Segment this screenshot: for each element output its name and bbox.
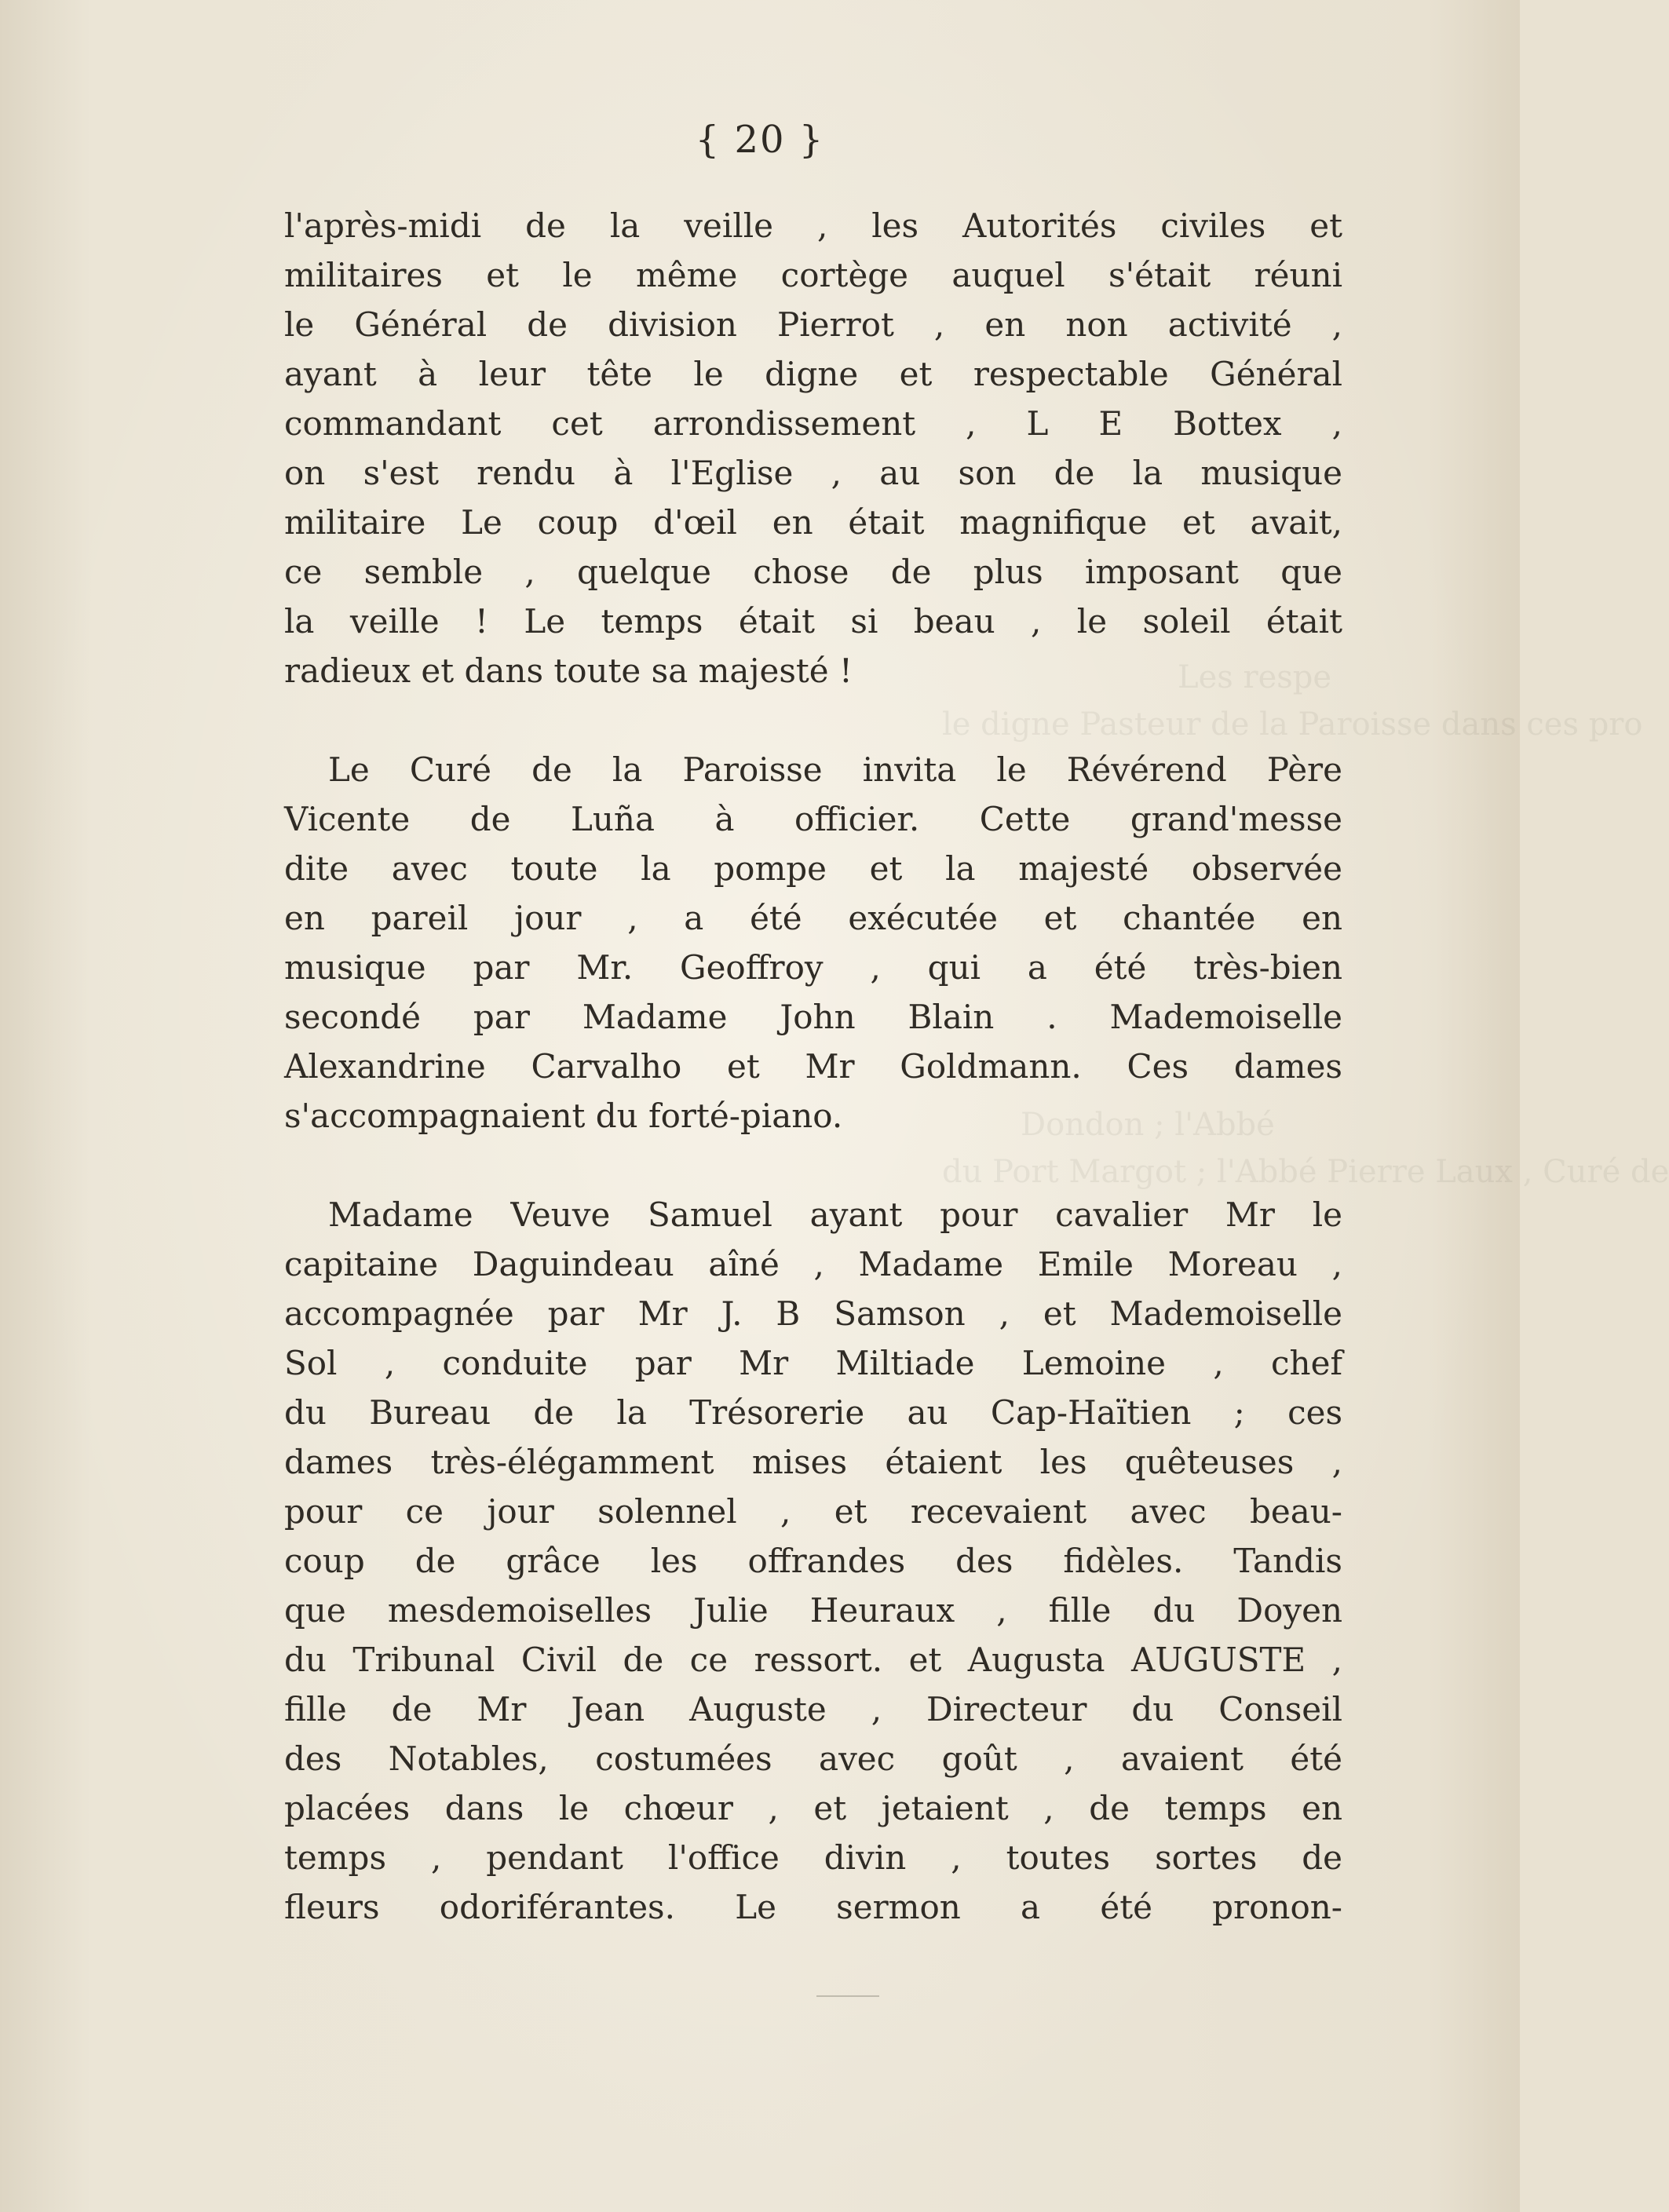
text-line: Sol , conduite par Mr Miltiade Lemoine , chef — [284, 1344, 1342, 1382]
text-line: pour ce jour solennel , et recevaient avec beau- — [284, 1492, 1342, 1531]
text-line: secondé par Madame John Blain . Mademoiselle — [284, 998, 1342, 1036]
show-through-text: du Port Margot ; l'Abbé Pierre Laux , Curé de — [942, 1154, 1669, 1190]
paragraph-gap — [284, 1141, 1342, 1190]
text-line: des Notables, costumées avec goût , avaient été — [284, 1739, 1342, 1778]
text-line: coup de grâce les offrandes des fidèles. Tandis — [284, 1542, 1342, 1580]
text-line: capitaine Daguindeau aîné , Madame Emile Moreau , — [284, 1245, 1342, 1283]
text-line: accompagnée par Mr J. B Samson , et Mademoiselle — [284, 1294, 1342, 1333]
text-line: Le Curé de la Paroisse invita le Révérend Père — [328, 750, 1342, 789]
text-line: s'accompagnaient du forté-piano. — [284, 1097, 843, 1135]
text-line: ce semble , quelque chose de plus imposant que — [284, 553, 1342, 591]
text-line: fille de Mr Jean Auguste , Directeur du Conseil — [284, 1690, 1342, 1728]
paragraph-gap — [284, 695, 1342, 745]
text-line: la veille ! Le temps était si beau , le soleil était — [284, 602, 1342, 641]
page-number: { 20 } — [695, 118, 825, 162]
text-line: commandant cet arrondissement , L E Bottex , — [284, 404, 1342, 443]
paragraph-2 — [284, 745, 1342, 1141]
text-line: dames très-élégamment mises étaient les quêteuses , — [284, 1443, 1342, 1481]
text-line: que mesdemoiselles Julie Heuraux , fille du Doyen — [284, 1591, 1342, 1630]
body-text — [284, 201, 1342, 1932]
text-line: ayant à leur tête le digne et respectable Général — [284, 355, 1342, 393]
text-line: dite avec toute la pompe et la majesté observée — [284, 849, 1342, 888]
text-line: temps , pendant l'office divin , toutes sortes de — [284, 1838, 1342, 1877]
text-line: placées dans le chœur , et jetaient , de temps en — [284, 1789, 1342, 1827]
show-through-text: Dondon ; l'Abbé — [1021, 1107, 1275, 1143]
text-line: l'après-midi de la veille , les Autorités civiles et — [284, 206, 1342, 245]
text-line: en pareil jour , a été exécutée et chantée en — [284, 899, 1342, 937]
text-line: fleurs odoriférantes. Le sermon a été pronon- — [284, 1888, 1342, 1926]
paragraph-1 — [284, 201, 1342, 695]
text-line: Alexandrine Carvalho et Mr Goldmann. Ces dames — [284, 1047, 1342, 1086]
text-line: musique par Mr. Geoffroy , qui a été très-bien — [284, 948, 1342, 987]
text-line: militaires et le même cortège auquel s'était réuni — [284, 256, 1342, 294]
show-through-text: Les respe — [1178, 659, 1332, 695]
show-through-text: le digne Pasteur de la Paroisse dans ces pro — [942, 706, 1643, 743]
text-line: du Tribunal Civil de ce ressort. et Augusta AUGUSTE , — [284, 1641, 1342, 1679]
bottom-rule — [816, 1995, 879, 1997]
text-line: le Général de division Pierrot , en non activité , — [284, 305, 1342, 344]
text-line: militaire Le coup d'œil en était magnifique et avait, — [284, 503, 1342, 542]
text-line: radieux et dans toute sa majesté ! — [284, 652, 853, 690]
text-line: on s'est rendu à l'Eglise , au son de la musique — [284, 454, 1342, 492]
text-line: Madame Veuve Samuel ayant pour cavalier Mr le — [328, 1195, 1342, 1234]
paragraph-3 — [284, 1190, 1342, 1932]
text-line: Vicente de Luña à officier. Cette grand'messe — [284, 800, 1342, 838]
text-line: du Bureau de la Trésorerie au Cap-Haïtien ; ces — [284, 1393, 1342, 1432]
